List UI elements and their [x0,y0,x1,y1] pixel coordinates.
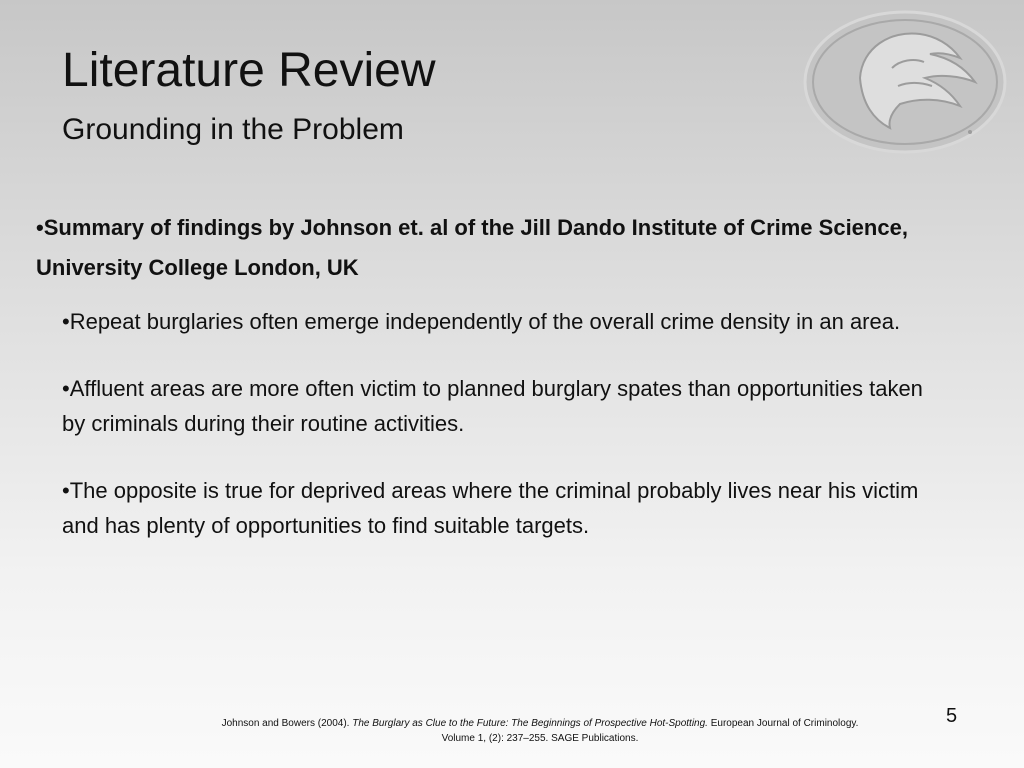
slide-subtitle: Grounding in the Problem [62,113,404,146]
page-number: 5 [946,705,958,727]
sub-bullet: •The opposite is true for deprived areas where the criminal probably lives near his victim and has plenty of opportunities to find suitable targets. [62,478,919,538]
citation-journal: European Journal of Criminology. [707,718,859,729]
citation-authors: Johnson and Bowers (2004). [221,718,353,729]
citation-details: Volume 1, (2): 237–255. SAGE Publications. [441,733,639,744]
main-bullet: •Summary of findings by Johnson et. al of the Jill Dando Institute of Crime Science, University College London, UK [36,215,908,280]
citation-title: The Burglary as Clue to the Future: The Beginnings of Prospective Hot-Spotting. [352,718,708,729]
sub-bullet: •Repeat burglaries often emerge independently of the overall crime density in an area. [62,309,901,334]
sub-bullet-list [62,304,942,575]
nittany-lion-shield-icon [800,8,1010,156]
citation-footnote [200,716,880,746]
sub-bullet: •Affluent areas are more often victim to planned burglary spates than opportunities taken by criminals during their routine activities. [62,376,923,436]
slide-title: Literature Review [62,44,436,97]
